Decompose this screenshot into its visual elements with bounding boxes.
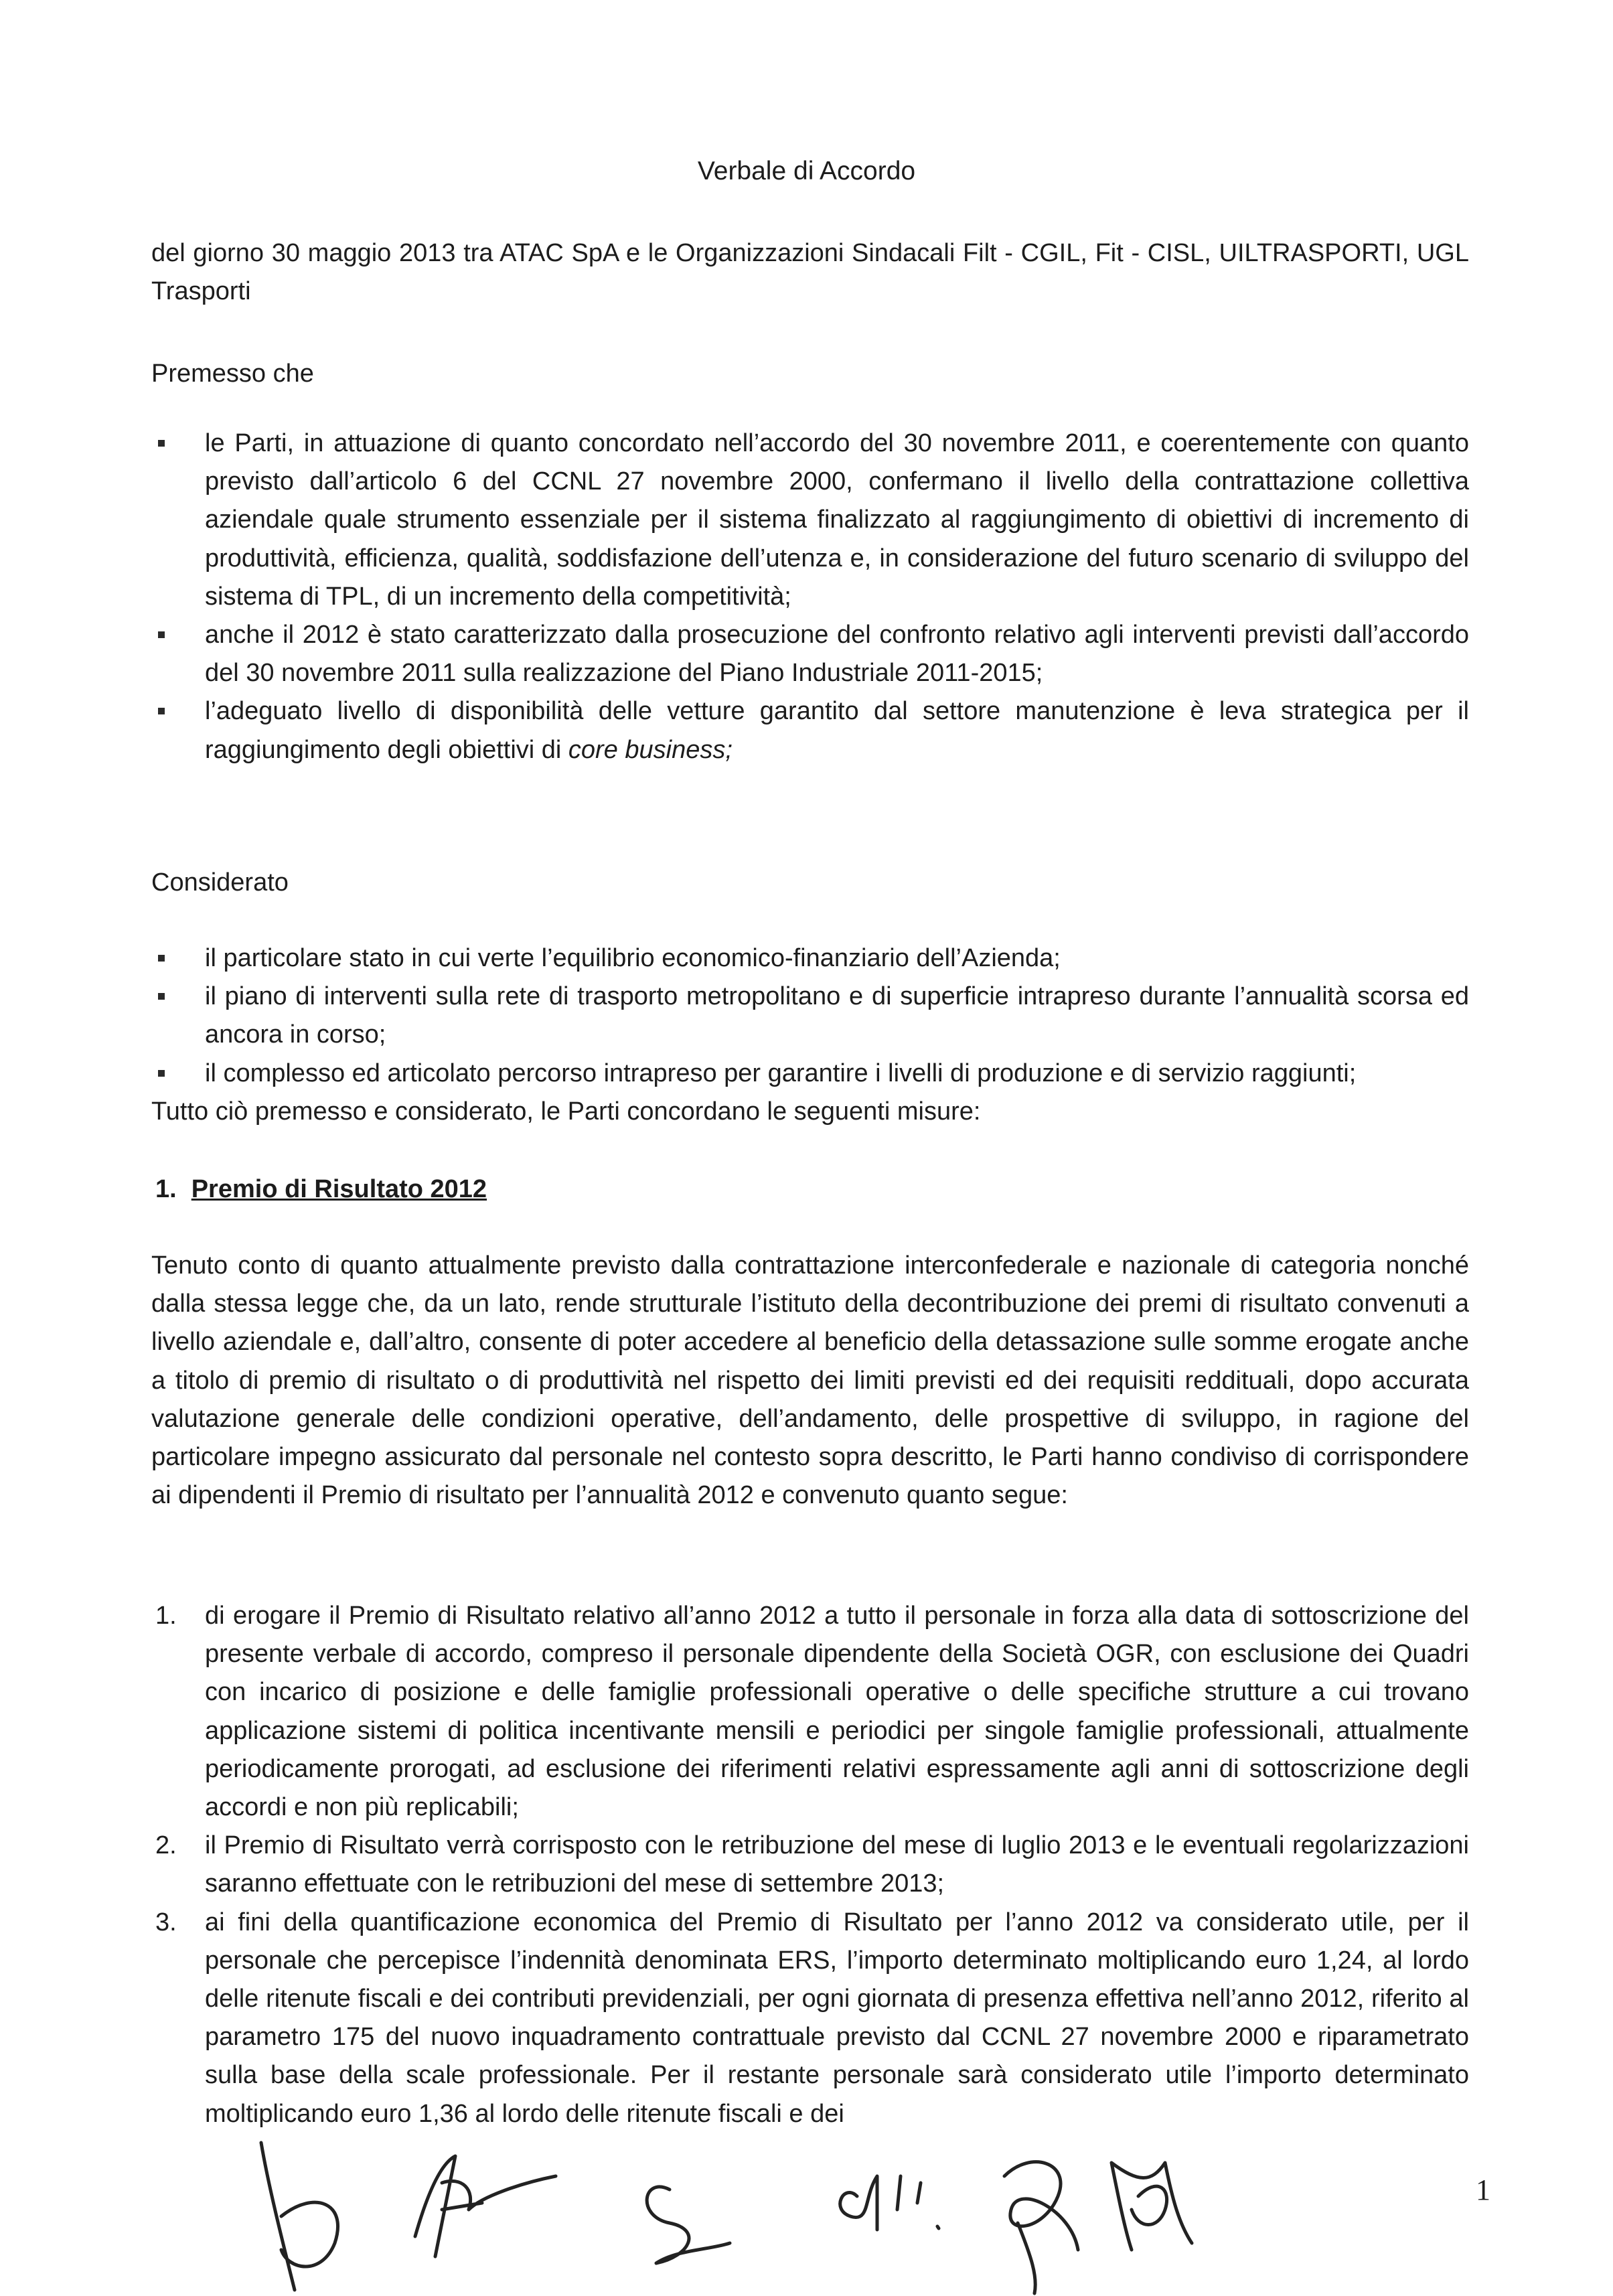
considerato-item-text: il complesso ed articolato percorso intrapreso per garantire i livelli di produzione e di servizio raggiunti; — [205, 1059, 1357, 1087]
considerato-item-text: il piano di interventi sulla rete di trasporto metropolitano e di superficie intrapreso durante l’annualità scorsa ed ancora in corso; — [205, 982, 1469, 1049]
item-number: 2. — [155, 1831, 177, 1860]
conclusion-paragraph: Tutto ciò premesso e considerato, le Parti concordano le seguenti misure: — [151, 1097, 981, 1126]
signature-5 — [1004, 2162, 1078, 2293]
numbered-item-text: ai fini della quantificazione economica del Premio di Risultato per l’anno 2012 va considerato utile, per il personale che percepisce l’indennità denominata ERS, l’importo determinato moltiplicando euro 1,24, al lordo delle ritenute fiscali e dei contributi previdenziali, per ogni giornata di presenza effettiva nell’anno 2012, riferito al parametro 175 del nuovo inquadramento contrattuale previsto dal CCNL 27 novembre 2000 e riparametrato sulla base della scale professionale. Per il restante personale sarà considerato utile l’importo determinato moltiplicando euro 1,36 al lordo delle ritenute fiscali e dei — [205, 1908, 1469, 2128]
signature-4 — [840, 2176, 939, 2230]
bullet-icon — [158, 955, 165, 962]
numbered-list — [151, 1597, 1469, 2133]
numbered-item — [151, 1827, 1469, 1903]
premesso-item — [151, 616, 1469, 692]
page-number: 1 — [1476, 2173, 1490, 2206]
premesso-heading: Premesso che — [151, 360, 314, 388]
premesso-item — [151, 692, 1469, 769]
considerato-item — [151, 1055, 1469, 1093]
signature-1 — [261, 2143, 338, 2290]
section-title: Premio di Risultato 2012 — [191, 1175, 487, 1203]
signature-3 — [647, 2187, 730, 2263]
item-number: 1. — [155, 1602, 177, 1630]
handwritten-signatures — [241, 2136, 1286, 2296]
section-body: Tenuto conto di quanto attualmente previsto dalla contrattazione interconfederale e nazionale di categoria nonché dalla stessa legge che, da un lato, rende strutturale l’istituto della decontribuzione dei premi di risultato convenuti a livello aziendale e, dall’altro, consente di poter accedere al beneficio della detassazione sulle somme erogate anche a titolo di premio di risultato o di produttività nel rispetto dei limiti previsti ed dei requisiti reddituali, dopo accurata valutazione generale delle condizioni operative, dell’andamento, delle prospettive di sviluppo, in ragione del particolare impegno assicurato dal personale nel contesto sopra descritto, le Parti hanno condiviso di corrispondere ai dipendenti il Premio di risultato per l’annualità 2012 e convenuto quanto segue: — [151, 1251, 1469, 1510]
bullet-icon — [158, 708, 165, 714]
section-number: 1. — [155, 1175, 177, 1203]
numbered-item-text: di erogare il Premio di Risultato relativo all’anno 2012 a tutto il personale in forza alla data di sottoscrizione del presente verbale di accordo, compreso il personale dipendente della Società OGR, con esclusione dei Quadri con incarico di posizione e delle famiglie professionali operative o delle specifiche strutture a cui trovano applicazione sistemi di politica incentivante mensili e periodici per singole famiglie professionali, attualmente periodicamente prorogati, ad esclusione dei riferimenti relativi espressamente agli anni di sottoscrizione degli accordi e non più replicabili; — [205, 1602, 1469, 1822]
signature-2 — [415, 2156, 556, 2256]
premesso-item-text: le Parti, in attuazione di quanto concordato nell’accordo del 30 novembre 2011, e coerentemente con quanto previsto dall’articolo 6 del CCNL 27 novembre 2000, confermano il livello della contrattazione collettiva aziendale quale strumento essenziale per il sistema finalizzato al raggiungimento di obiettivi di incremento di produttività, efficienza, qualità, soddisfazione dell’utenza e, in considerazione del futuro scenario di sviluppo del sistema di TPL, di un incremento della competitività; — [205, 429, 1469, 611]
intro-paragraph: del giorno 30 maggio 2013 tra ATAC SpA e le Organizzazioni Sindacali Filt - CGIL, Fit - CISL, UILTRASPORTI, UGL Trasporti — [151, 239, 1469, 306]
considerato-item-text: il particolare stato in cui verte l’equilibrio economico-finanziario dell’Azienda; — [205, 944, 1061, 972]
premesso-list — [151, 425, 1469, 769]
bullet-icon — [158, 1070, 165, 1077]
bullet-icon — [158, 993, 165, 1000]
item-number: 3. — [155, 1908, 177, 1936]
numbered-item — [151, 1597, 1469, 1827]
section-heading — [155, 1170, 487, 1209]
considerato-heading: Considerato — [151, 868, 289, 897]
premesso-item-text: anche il 2012 è stato caratterizzato dalla prosecuzione del confronto relativo agli interventi previsti dall’accordo del 30 novembre 2011 sulla realizzazione del Piano Industriale 2011-2015; — [205, 621, 1469, 688]
bullet-icon — [158, 440, 165, 447]
considerato-item — [151, 939, 1469, 978]
premesso-item-text: l’adeguato livello di disponibilità delle vetture garantito dal settore manutenzione è leva strategica per il raggiungimento degli obiettivi di — [205, 697, 1469, 764]
document-title: Verbale di Accordo — [697, 157, 916, 185]
considerato-list — [151, 939, 1469, 1093]
premesso-item-italic: core business; — [568, 735, 733, 764]
considerato-item — [151, 978, 1469, 1054]
bullet-icon — [158, 631, 165, 638]
numbered-item-text: il Premio di Risultato verrà corrisposto con le retribuzione del mese di luglio 2013 e le eventuali regolarizzazioni saranno effettuate con le retribuzioni del mese di settembre 2013; — [205, 1831, 1469, 1898]
numbered-item — [151, 1904, 1469, 2133]
signature-6 — [1111, 2163, 1192, 2250]
premesso-item — [151, 425, 1469, 616]
